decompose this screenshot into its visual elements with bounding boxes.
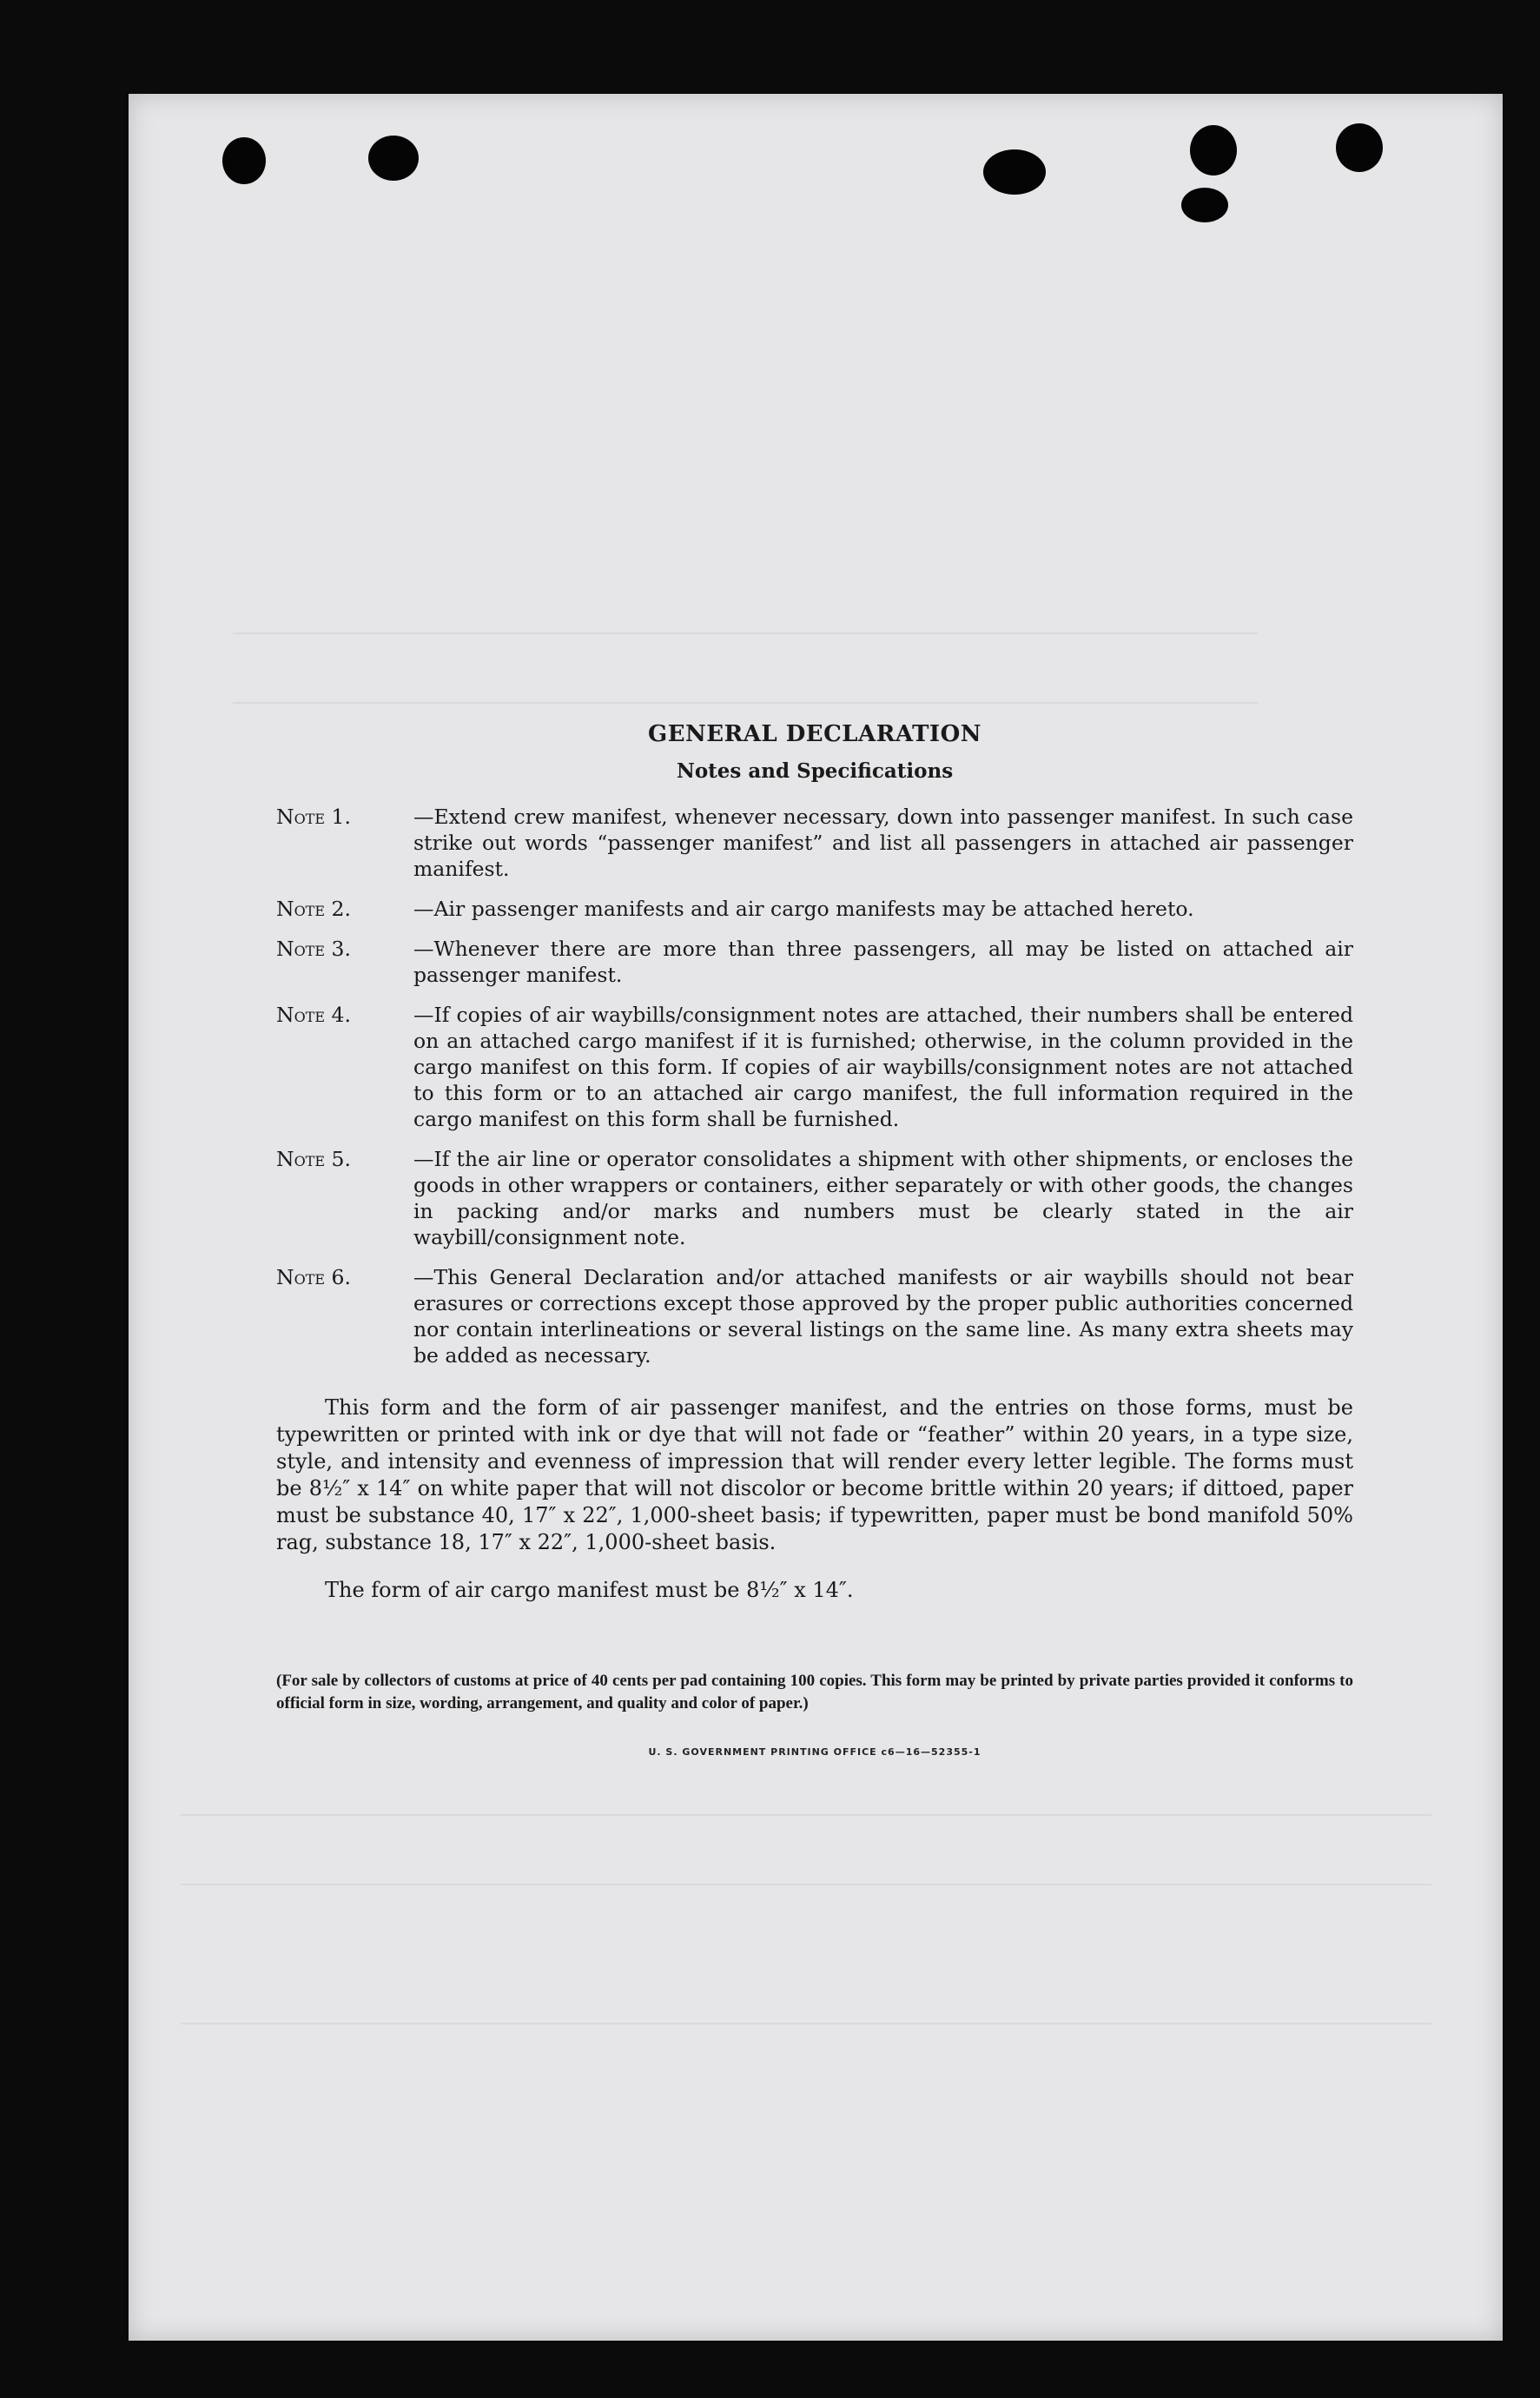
declaration-notes — [276, 721, 1353, 1758]
bleed-through-line — [181, 2023, 1431, 2024]
note-label: Note — [276, 897, 326, 921]
punch-hole-3 — [983, 149, 1046, 195]
punch-hole-4 — [1190, 125, 1237, 176]
punch-hole-2 — [368, 136, 419, 181]
note-text: —Extend crew manifest, whenever necessary, down into passenger manifest. In such case strike out words “passenger manifest” and list all passengers in attached air passenger manifest. — [413, 805, 1353, 881]
note-number: 2. — [331, 897, 351, 921]
note-5 — [276, 1146, 1353, 1250]
note-number: 1. — [331, 805, 351, 829]
form-specification-paragraph: This form and the form of air passenger manifest, and the entries on those forms, must be typewritten or printed with ink or dye that will not fade or “feather” within 20 years, in a type size, style, and intensity and evenness of impression that will render every letter legible. The forms must be 8½″ x 14″ on white paper that will not discolor or become brittle within 20 years; if dittoed, paper must be substance 40, 17″ x 22″, 1,000-sheet basis; if typewritten, paper must be bond manifold 50% rag, substance 18, 17″ x 22″, 1,000-sheet basis. — [276, 1395, 1353, 1554]
bleed-through-line — [233, 702, 1258, 704]
note-text: —If the air line or operator consolidates a shipment with other shipments, or encloses the goods in other wrappers or containers, either separately or with other goods, the changes in packing and/or marks and numbers must be clearly stated in the air waybill/consignment note. — [413, 1147, 1353, 1249]
note-text: —This General Declaration and/or attached manifests or air waybills should not bear erasures or corrections except those approved by the proper public authorities concerned nor contain interlineations or several listings on the same line. As many extra sheets may be added as necessary. — [413, 1265, 1353, 1368]
sale-note: (For sale by collectors of customs at price of 40 cents per pad containing 100 copies. This form may be printed by private parties provided it conforms to official form in size, wording, arrangement, and quality and color of paper.) — [276, 1672, 1353, 1712]
note-4 — [276, 1002, 1353, 1132]
note-1 — [276, 804, 1353, 882]
note-2 — [276, 896, 1353, 922]
note-number: 4. — [331, 1003, 351, 1027]
bleed-through-line — [181, 1884, 1431, 1885]
note-label: Note — [276, 937, 326, 961]
note-number: 5. — [331, 1147, 351, 1171]
punch-hole-1 — [222, 137, 266, 184]
note-number: 6. — [331, 1265, 351, 1289]
cargo-manifest-size-paragraph: The form of air cargo manifest must be 8½″ x 14″. — [325, 1578, 854, 1602]
bleed-through-line — [181, 1814, 1431, 1816]
note-label: Note — [276, 1003, 326, 1027]
note-text: —If copies of air waybills/consignment notes are attached, their numbers shall be entered on an attached cargo manifest if it is furnished; otherwise, in the column provided in the cargo manifest on this form. If copies of air waybills/consignment notes are not attached to this form or to an attached air cargo manifest, the full information required in the cargo manifest on this form shall be furnished. — [413, 1003, 1353, 1131]
page-subtitle: Notes and Specifications — [676, 759, 954, 783]
note-text: —Whenever there are more than three passengers, all may be listed on attached air passenger manifest. — [413, 937, 1353, 987]
printer-imprint: U. S. GOVERNMENT PRINTING OFFICE c6—16—52355-1 — [648, 1746, 982, 1758]
punch-hole-6 — [1336, 123, 1383, 172]
note-label: Note — [276, 1265, 326, 1289]
bleed-through-line — [233, 633, 1258, 634]
note-label: Note — [276, 1147, 326, 1171]
punch-hole-5 — [1181, 188, 1228, 222]
note-label: Note — [276, 805, 326, 829]
note-6 — [276, 1264, 1353, 1368]
note-3 — [276, 936, 1353, 988]
note-number: 3. — [331, 937, 351, 961]
note-text: —Air passenger manifests and air cargo manifests may be attached hereto. — [413, 897, 1194, 921]
page-title: GENERAL DECLARATION — [647, 721, 982, 747]
